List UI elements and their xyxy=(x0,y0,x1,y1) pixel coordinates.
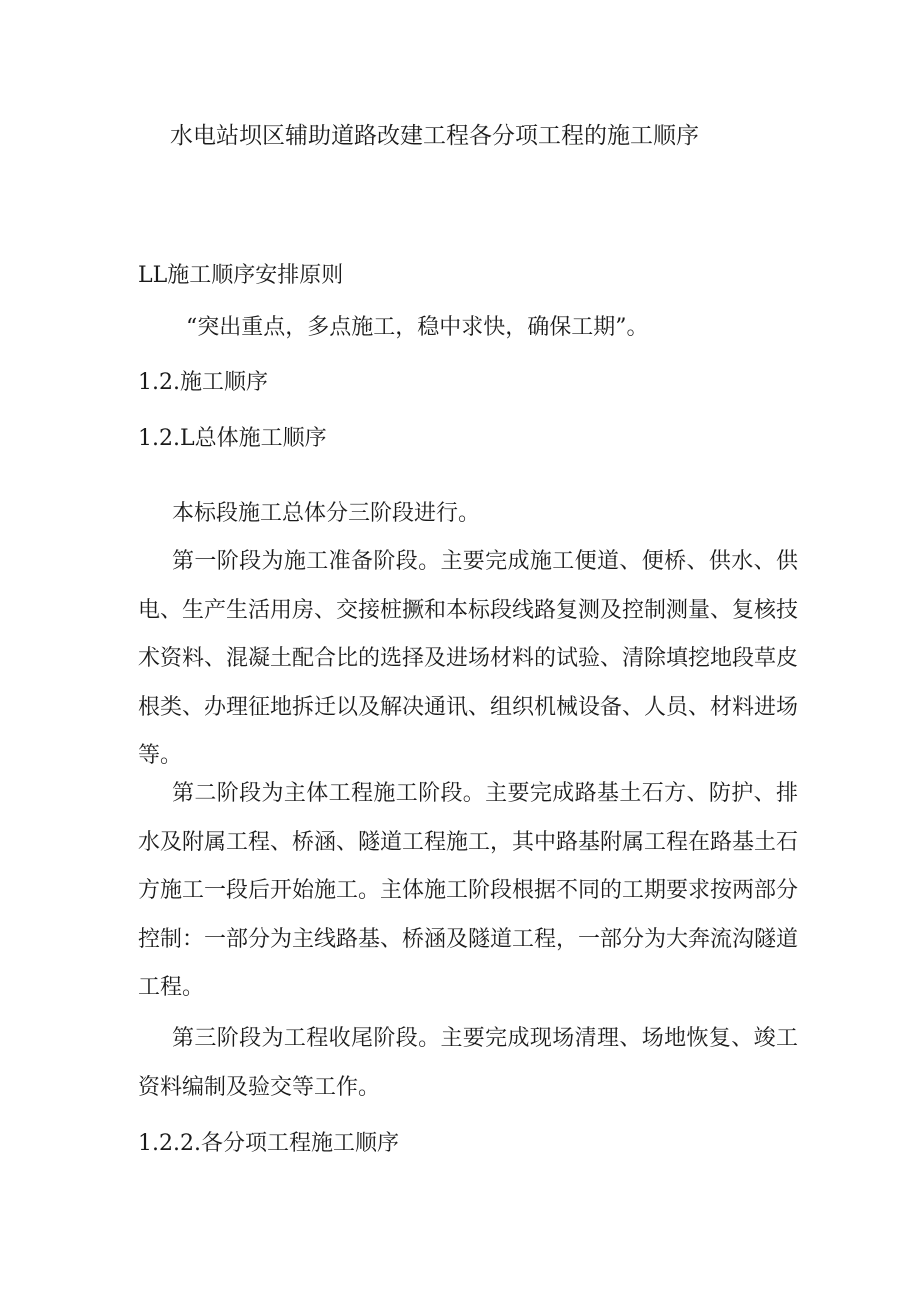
paragraph-stage-two: 第二阶段为主体工程施工阶段。主要完成路基土石方、防护、排水及附属工程、桥涵、隧道工程施工，其中路基附属工程在路基土石方施工一段后开始施工。主体施工阶段根据不同的工期要求按两部分控制：一部分为主线路基、桥涵及隧道工程，一部分为大奔流沟隧道工程。 xyxy=(138,781,799,1000)
paragraph-stage-three: 第三阶段为工程收尾阶段。主要完成现场清理、场地恢复、竣工资料编制及验交等工作。 xyxy=(138,1026,798,1100)
paragraph-stage-one: 第一阶段为施工准备阶段。主要完成施工便道、便桥、供水、供电、生产生活用房、交接桩撅和本标段线路复测及控制测量、复核技术资料、混凝土配合比的选择及进场材料的试验、清除填挖地段草皮根类、办理征地拆迁以及解决通讯、组织机械设备、人员、材料进场等。 xyxy=(138,549,799,768)
heading-overall-sequence: 1.2.L总体施工顺序 xyxy=(138,426,327,451)
heading-construction-sequence: 1.2.施工顺序 xyxy=(138,370,268,395)
paragraph-overview: 本标段施工总体分三阶段进行。 xyxy=(172,501,481,526)
principle-quote: “突出重点，多点施工，稳中求快，确保工期”。 xyxy=(186,315,649,340)
heading-construction-principle: LL施工顺序安排原则 xyxy=(138,263,344,288)
document-title: 水电站坝区辅助道路改建工程各分项工程的施工顺序 xyxy=(170,123,699,149)
heading-subitem-sequence: 1.2.2.各分项工程施工顺序 xyxy=(138,1131,399,1156)
